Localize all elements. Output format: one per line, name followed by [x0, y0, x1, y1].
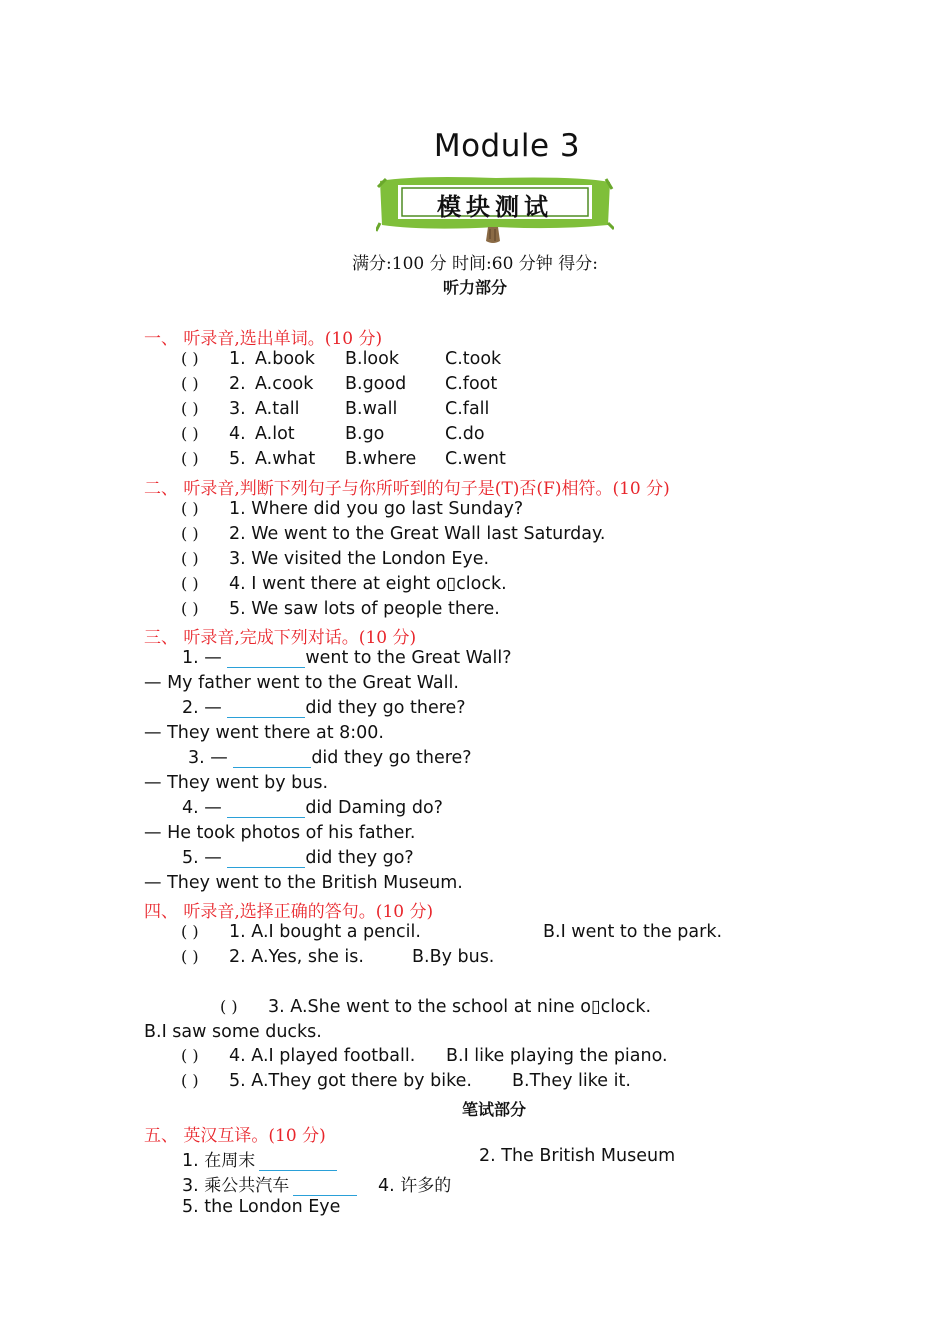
fill-blank[interactable]	[227, 849, 305, 868]
s2-item-1-text: 1. Where did you go last Sunday?	[229, 499, 524, 519]
s1-item-3-c: C.fall	[445, 399, 490, 419]
s1-item-1-a: A.book	[255, 349, 315, 369]
s4-item-2	[181, 947, 364, 967]
s4-item-3-num: 3.	[268, 997, 285, 1017]
answer-paren[interactable]: ( )	[181, 399, 199, 418]
section-2-heading: 二、 听录音,判断下列句子与你所听到的句子是(T)否(F)相符。(10 分)	[144, 479, 670, 499]
s1-item-2-num: 2.	[229, 374, 246, 394]
s1-item-5-c: C.went	[445, 449, 506, 469]
s1-item-1-c: C.took	[445, 349, 502, 369]
s3-item-1-prefix: 1. —	[182, 648, 228, 668]
s1-item-5	[181, 449, 229, 469]
s3-item-5-suffix: did they go?	[305, 848, 414, 868]
answer-paren[interactable]: ( )	[181, 922, 199, 941]
s3-item-4-prefix: 4. —	[182, 798, 228, 818]
s1-item-2-c: C.foot	[445, 374, 498, 394]
s5-item-3-num: 3.	[182, 1176, 199, 1196]
answer-paren[interactable]: ( )	[181, 1071, 199, 1090]
s3-item-5-question	[182, 848, 414, 868]
s3-item-3-question	[188, 748, 472, 768]
s1-item-1	[181, 349, 229, 369]
s1-item-1-b: B.look	[345, 349, 399, 369]
s3-item-2-prefix: 2. —	[182, 698, 228, 718]
s2-item-4	[181, 574, 507, 594]
s1-item-4-c: C.do	[445, 424, 485, 444]
s1-item-4	[181, 424, 229, 444]
answer-paren[interactable]: ( )	[181, 349, 199, 368]
answer-paren[interactable]: ( )	[181, 424, 199, 443]
s1-item-4-num: 4.	[229, 424, 246, 444]
s2-item-1	[181, 499, 523, 519]
s3-item-3-suffix: did they go there?	[311, 748, 472, 768]
s4-item-1-b: B.I went to the park.	[543, 922, 723, 942]
s3-item-4-answer: — He took photos of his father.	[144, 823, 416, 843]
listening-part-label: 听力部分	[442, 278, 507, 297]
answer-paren[interactable]: ( )	[181, 549, 199, 568]
banner-title: 模块测试	[437, 192, 553, 221]
s5-item-4-text: 许多的	[400, 1176, 452, 1196]
s4-item-4-b: B.I like playing the piano.	[446, 1046, 668, 1066]
s1-item-5-b: B.where	[345, 449, 417, 469]
s2-item-2	[181, 524, 605, 544]
s4-item-4-a: A.I played football.	[251, 1046, 416, 1066]
s2-item-5-text: 5. We saw lots of people there.	[229, 599, 500, 619]
s4-item-1-a: A.I bought a pencil.	[251, 922, 421, 942]
s5-item-3	[182, 1171, 357, 1196]
s2-item-5	[181, 599, 500, 619]
fill-blank[interactable]	[227, 699, 305, 718]
answer-paren[interactable]: ( )	[181, 449, 199, 468]
section-3-heading: 三、 听录音,完成下列对话。(10 分)	[144, 628, 417, 648]
s1-item-3	[181, 399, 229, 419]
s1-item-5-a: A.what	[255, 449, 316, 469]
s4-item-5-a: A.They got there by bike.	[251, 1071, 472, 1091]
writing-part-label: 笔试部分	[461, 1100, 526, 1119]
s3-item-4-suffix: did Daming do?	[305, 798, 443, 818]
fill-blank[interactable]	[293, 1177, 357, 1196]
answer-paren[interactable]: ( )	[181, 947, 199, 966]
fill-blank[interactable]	[227, 649, 305, 668]
s3-item-3-answer: — They went by bus.	[144, 773, 329, 793]
fill-blank[interactable]	[227, 799, 305, 818]
s1-item-2	[181, 374, 229, 394]
s4-item-3-a: A.She went to the school at nine o▯clock.	[290, 997, 652, 1017]
s1-item-4-a: A.lot	[255, 424, 295, 444]
s3-item-2-suffix: did they go there?	[305, 698, 466, 718]
section-5-heading: 五、 英汉互译。(10 分)	[144, 1126, 326, 1146]
s5-item-2: 2. The British Museum	[479, 1146, 676, 1166]
answer-paren[interactable]: ( )	[220, 997, 238, 1016]
s2-item-3-text: 3. We visited the London Eye.	[229, 549, 490, 569]
section-4-heading: 四、 听录音,选择正确的答句。(10 分)	[144, 902, 434, 922]
fill-blank[interactable]	[259, 1152, 337, 1171]
s2-item-2-text: 2. We went to the Great Wall last Saturday.	[229, 524, 606, 544]
s3-item-1-question	[182, 648, 512, 668]
s3-item-3-prefix: 3. —	[188, 748, 234, 768]
s2-item-3	[181, 549, 489, 569]
s1-item-5-num: 5.	[229, 449, 246, 469]
section-1-heading: 一、 听录音,选出单词。(10 分)	[144, 329, 383, 349]
s4-item-2-b: B.By bus.	[412, 947, 495, 967]
s1-item-3-a: A.tall	[255, 399, 300, 419]
s5-item-1-text: 在周末	[204, 1151, 256, 1171]
s3-item-5-answer: — They went to the British Museum.	[144, 873, 463, 893]
s5-item-4-num: 4.	[378, 1176, 395, 1196]
s5-item-1-num: 1.	[182, 1151, 199, 1171]
answer-paren[interactable]: ( )	[181, 599, 199, 618]
s4-item-5-num: 5.	[229, 1071, 246, 1091]
s1-item-2-b: B.good	[345, 374, 407, 394]
score-info: 满分:100 分 时间:60 分钟 得分:	[352, 254, 598, 274]
s4-item-2-a: A.Yes, she is.	[251, 947, 364, 967]
answer-paren[interactable]: ( )	[181, 499, 199, 518]
s1-item-2-a: A.cook	[255, 374, 314, 394]
s1-item-4-b: B.go	[345, 424, 385, 444]
s5-item-3-text: 乘公共汽车	[204, 1176, 290, 1196]
answer-paren[interactable]: ( )	[181, 374, 199, 393]
s4-item-4	[181, 1046, 415, 1066]
s4-item-4-num: 4.	[229, 1046, 246, 1066]
s5-item-4	[378, 1171, 451, 1196]
s5-item-1	[182, 1146, 337, 1171]
s1-item-3-b: B.wall	[345, 399, 398, 419]
s4-item-1	[181, 922, 421, 942]
s4-item-2-num: 2.	[229, 947, 246, 967]
module-test-banner	[376, 173, 614, 245]
page-title: Module 3	[433, 128, 581, 164]
s3-item-4-question	[182, 798, 443, 818]
s4-item-5	[181, 1071, 472, 1091]
s4-item-1-num: 1.	[229, 922, 246, 942]
s4-item-5-b: B.They like it.	[512, 1071, 631, 1091]
answer-paren[interactable]: ( )	[181, 524, 199, 543]
s3-item-1-answer: — My father went to the Great Wall.	[144, 673, 459, 693]
s4-item-3	[220, 997, 651, 1017]
s3-item-1-suffix: went to the Great Wall?	[305, 648, 512, 668]
s3-item-2-answer: — They went there at 8:00.	[144, 723, 384, 743]
s3-item-5-prefix: 5. —	[182, 848, 228, 868]
fill-blank[interactable]	[233, 749, 311, 768]
answer-paren[interactable]: ( )	[181, 574, 199, 593]
s1-item-1-num: 1.	[229, 349, 246, 369]
s2-item-4-text: 4. I went there at eight o▯clock.	[229, 574, 507, 594]
s4-item-3-b: B.I saw some ducks.	[144, 1022, 322, 1042]
s1-item-3-num: 3.	[229, 399, 246, 419]
s3-item-2-question	[182, 698, 466, 718]
s5-item-5: 5. the London Eye	[182, 1197, 341, 1217]
answer-paren[interactable]: ( )	[181, 1046, 199, 1065]
